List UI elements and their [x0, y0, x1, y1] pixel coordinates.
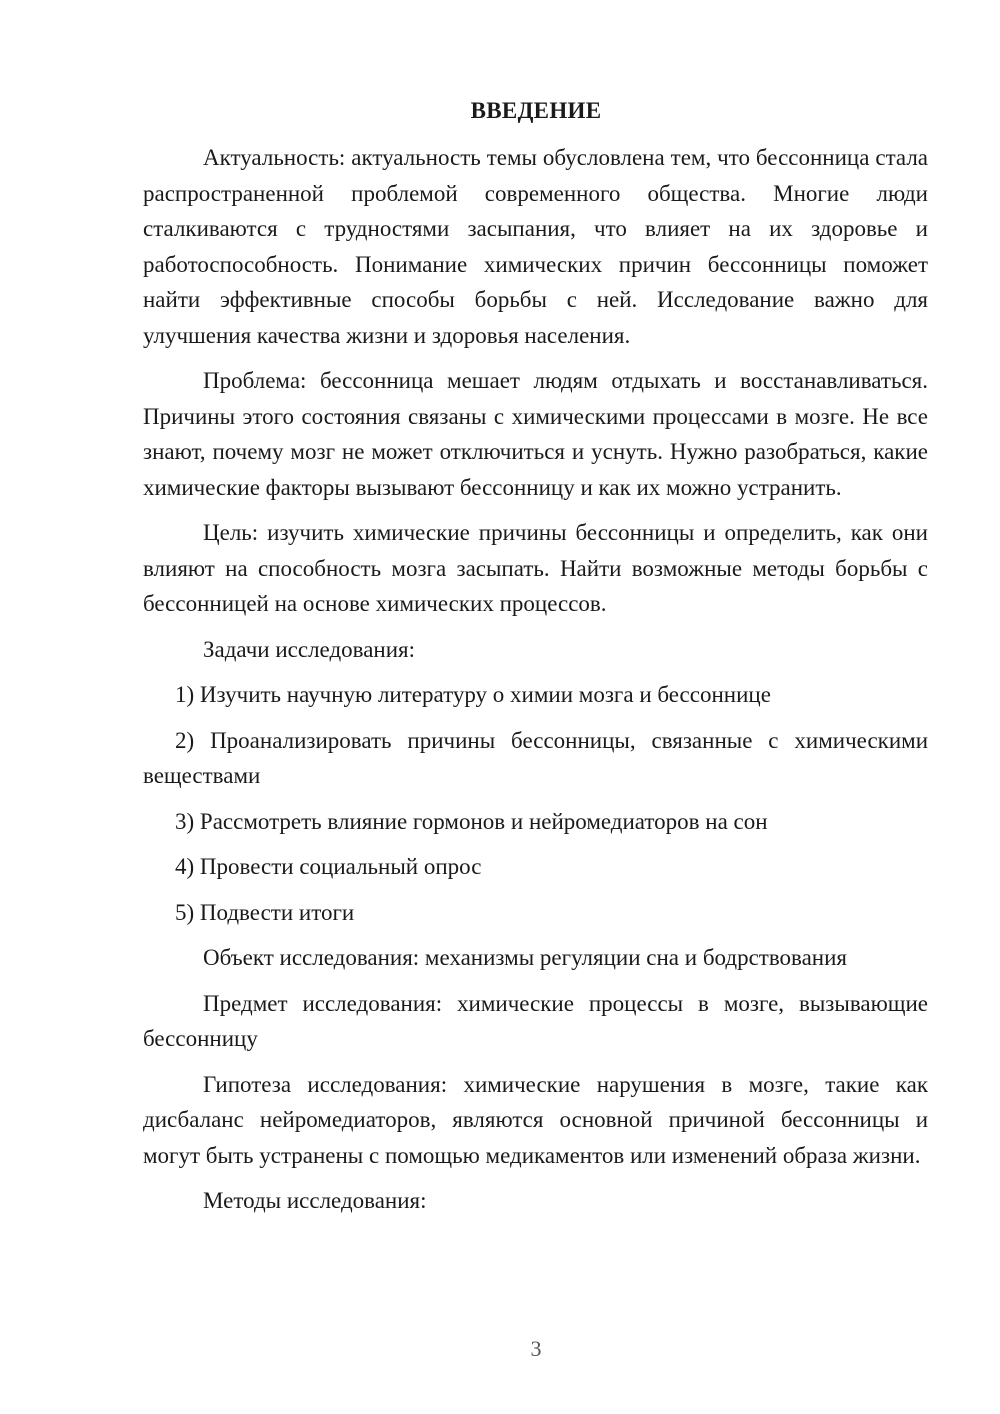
- paragraph-problem: Проблема: бессонница мешает людям отдыхать и восстанавливаться. Причины этого состояния связаны с химическими процессами в мозге. Не все знают, почему мозг не может отключиться и уснуть. Нужно разобраться, какие химические факторы вызывают бессонницу и как их можно устранить.: [143, 368, 928, 500]
- paragraph-object: Объект исследования: механизмы регуляции сна и бодрствования: [203, 945, 847, 970]
- list-item: 4) Провести социальный опрос: [175, 854, 482, 879]
- paragraph-goal: Цель: изучить химические причины бессонницы и определить, как они влияют на способность мозга засыпать. Найти возможные методы борьбы с бессонницей на основе химических процессов.: [143, 520, 928, 616]
- list-item: 1) Изучить научную литературу о химии мозга и бессоннице: [175, 682, 771, 707]
- list-item: 5) Подвести итоги: [175, 899, 355, 925]
- list-item: 3) Рассмотреть влияние гормонов и нейромедиаторов на сон: [175, 808, 768, 834]
- page-number: 3: [530, 1336, 542, 1361]
- paragraph-subject: Предмет исследования: химические процессы в мозге, вызывающие бессонницу: [143, 990, 928, 1051]
- page-title: ВВЕДЕНИЕ: [470, 98, 602, 123]
- paragraph-methods: Методы исследования:: [203, 1188, 427, 1213]
- paragraph-hypothesis: Гипотеза исследования: химические нарушения в мозге, такие как дисбаланс нейромедиаторов, являются основной причиной бессонницы и могут быть устранены с помощью медикаментов или изменений образа жизни.: [143, 1071, 928, 1168]
- paragraph-relevance: Актуальность: актуальность темы обусловлена тем, что бессонница стала распространенной проблемой современного общества. Многие люди сталкиваются с трудностями засыпания, что влияет на их здоровье и работоспособность. Понимание химических причин бессонницы поможет найти эффективные способы борьбы с ней. Исследование важно для улучшения качества жизни и здоровья населения.: [143, 145, 928, 348]
- list-item: 2) Проанализировать причины бессонницы, связанные с химическими веществами: [143, 727, 928, 788]
- paragraph-tasks-heading: Задачи исследования:: [203, 636, 416, 662]
- body-text: [143, 140, 928, 1229]
